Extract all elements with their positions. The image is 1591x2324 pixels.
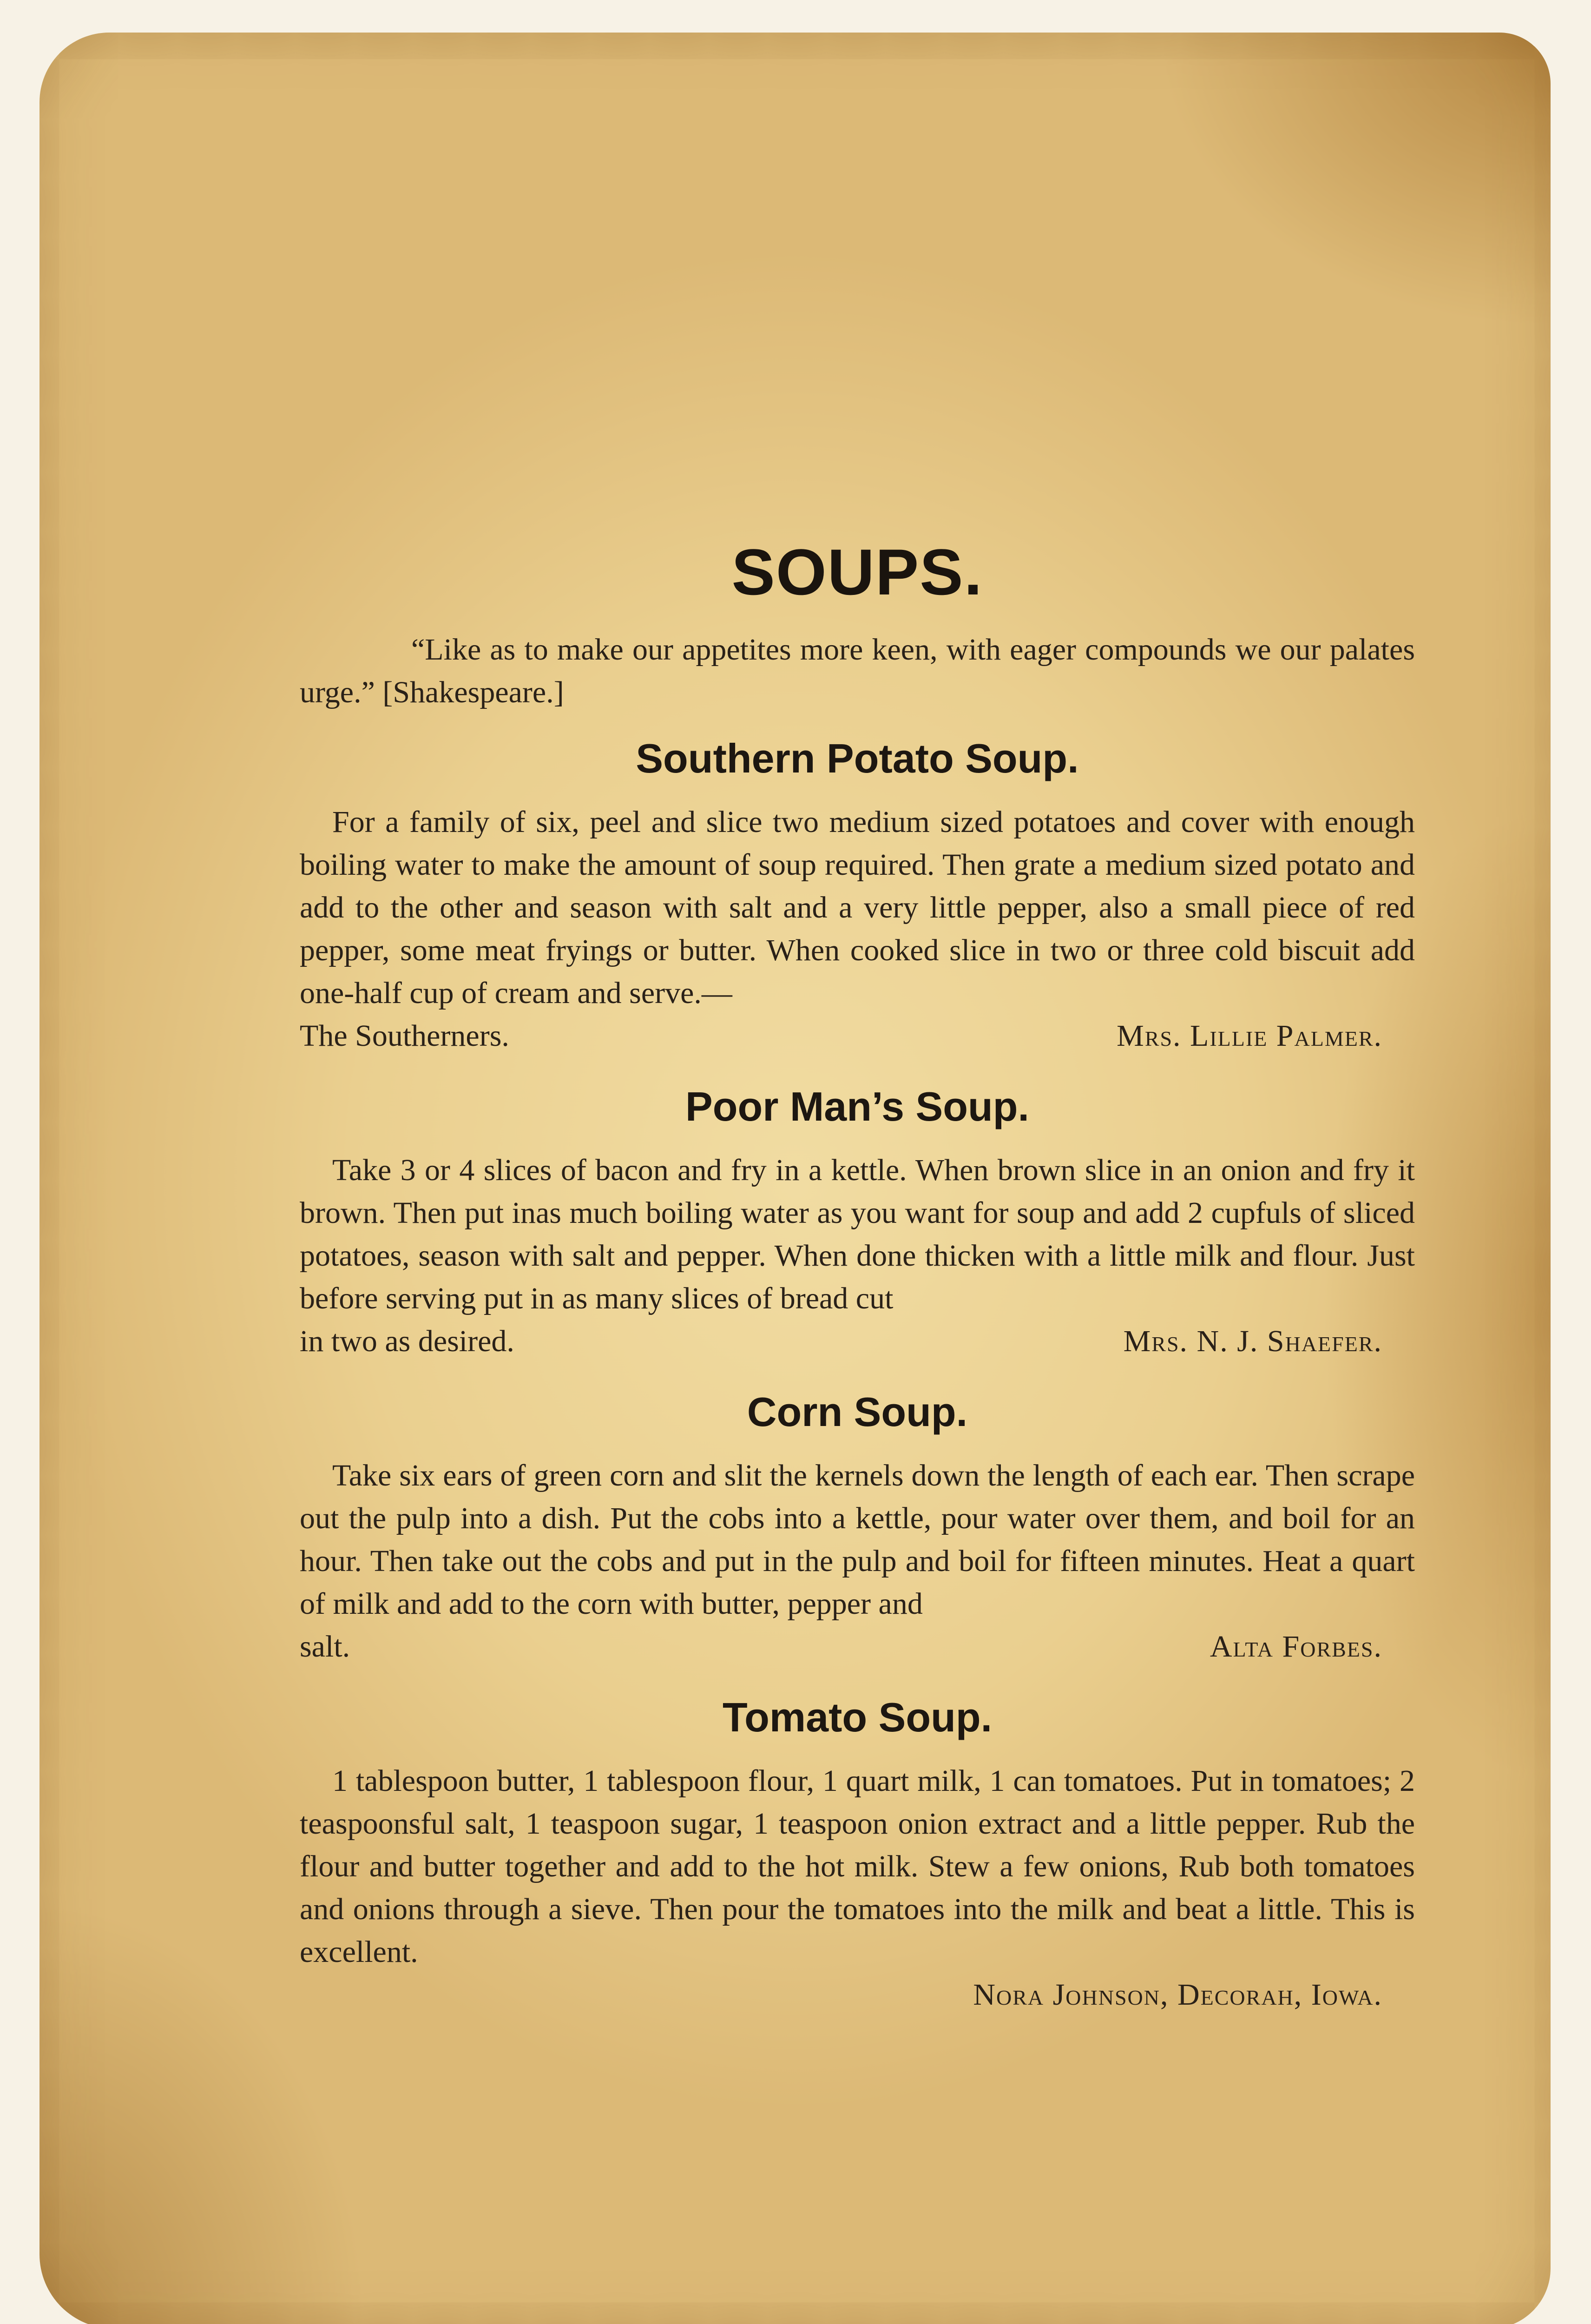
recipe-body: Take 3 or 4 slices of bacon and fry in a kettle. When brown slice in an onion and fry it brown. Then put inas much boiling water as you want for soup and add 2 cupfuls of sliced potatoes, season with salt and pepper. When done thicken with a little milk and flour. Just before serving put in as many slices of bread cut (300, 1153, 1415, 1315)
recipe-attribution (300, 1625, 1415, 1668)
recipe-author: Mrs. Lillie Palmer. (1117, 1019, 1382, 1053)
page-sheet (39, 33, 1551, 2324)
recipe-title: Southern Potato Soup. (636, 735, 1079, 781)
recipe-attribution (300, 1015, 1415, 1057)
recipe-author: Mrs. N. J. Shaefer. (1123, 1324, 1382, 1358)
recipe-body: 1 tablespoon butter, 1 tablespoon flour, 1 quart milk, 1 can tomatoes. Put in tomatoes; 2 teaspoonsful salt, 1 teaspoon sugar, 1 teaspoon onion extract and a little pepper. Rub the flour and butter together and add to the hot milk. Stew a few onions, Rub both tomatoes and onions through a sieve. Then pour the tomatoes into the milk and beat a little. This is excellent. (300, 1764, 1415, 1969)
recipe-attribution (300, 1974, 1415, 2016)
recipe-corn-soup (300, 1388, 1415, 1668)
recipe-poor-mans-soup (300, 1083, 1415, 1363)
recipe-tomato-soup (300, 1694, 1415, 2016)
page-title: SOUPS. (731, 535, 983, 608)
recipe-title: Tomato Soup. (722, 1694, 993, 1740)
recipe-southern-potato-soup (300, 735, 1415, 1057)
epigraph: “Like as to make our appetites more keen, with eager compounds we our palates urge.” [Shakespeare.] (300, 633, 1415, 709)
page-content (300, 535, 1415, 2042)
recipe-tail: The Southerners. (300, 1019, 509, 1053)
recipe-tail: in two as desired. (300, 1324, 514, 1358)
recipe-body: Take six ears of green corn and slit the kernels down the length of each ear. Then scrape out the pulp into a dish. Put the cobs into a kettle, pour water over them, and boil for an hour. Then take out the cobs and put in the pulp and boil for fifteen minutes. Heat a quart of milk and add to the corn with butter, pepper and (300, 1459, 1415, 1621)
recipe-author: Alta Forbes. (1210, 1630, 1382, 1664)
recipe-title: Corn Soup. (747, 1389, 968, 1435)
recipe-attribution (300, 1320, 1415, 1363)
recipe-title: Poor Man’s Soup. (685, 1083, 1029, 1129)
recipe-author: Nora Johnson, Decorah, Iowa. (973, 1978, 1382, 2012)
recipe-body: For a family of six, peel and slice two medium sized potatoes and cover with enough boiling water to make the amount of soup required. Then grate a medium sized potato and add to the other and season with salt and a very little pepper, also a small piece of red pepper, some meat fryings or butter. When cooked slice in two or three cold biscuit add one-half cup of cream and serve.— (300, 805, 1415, 1010)
recipe-tail: salt. (300, 1630, 350, 1664)
